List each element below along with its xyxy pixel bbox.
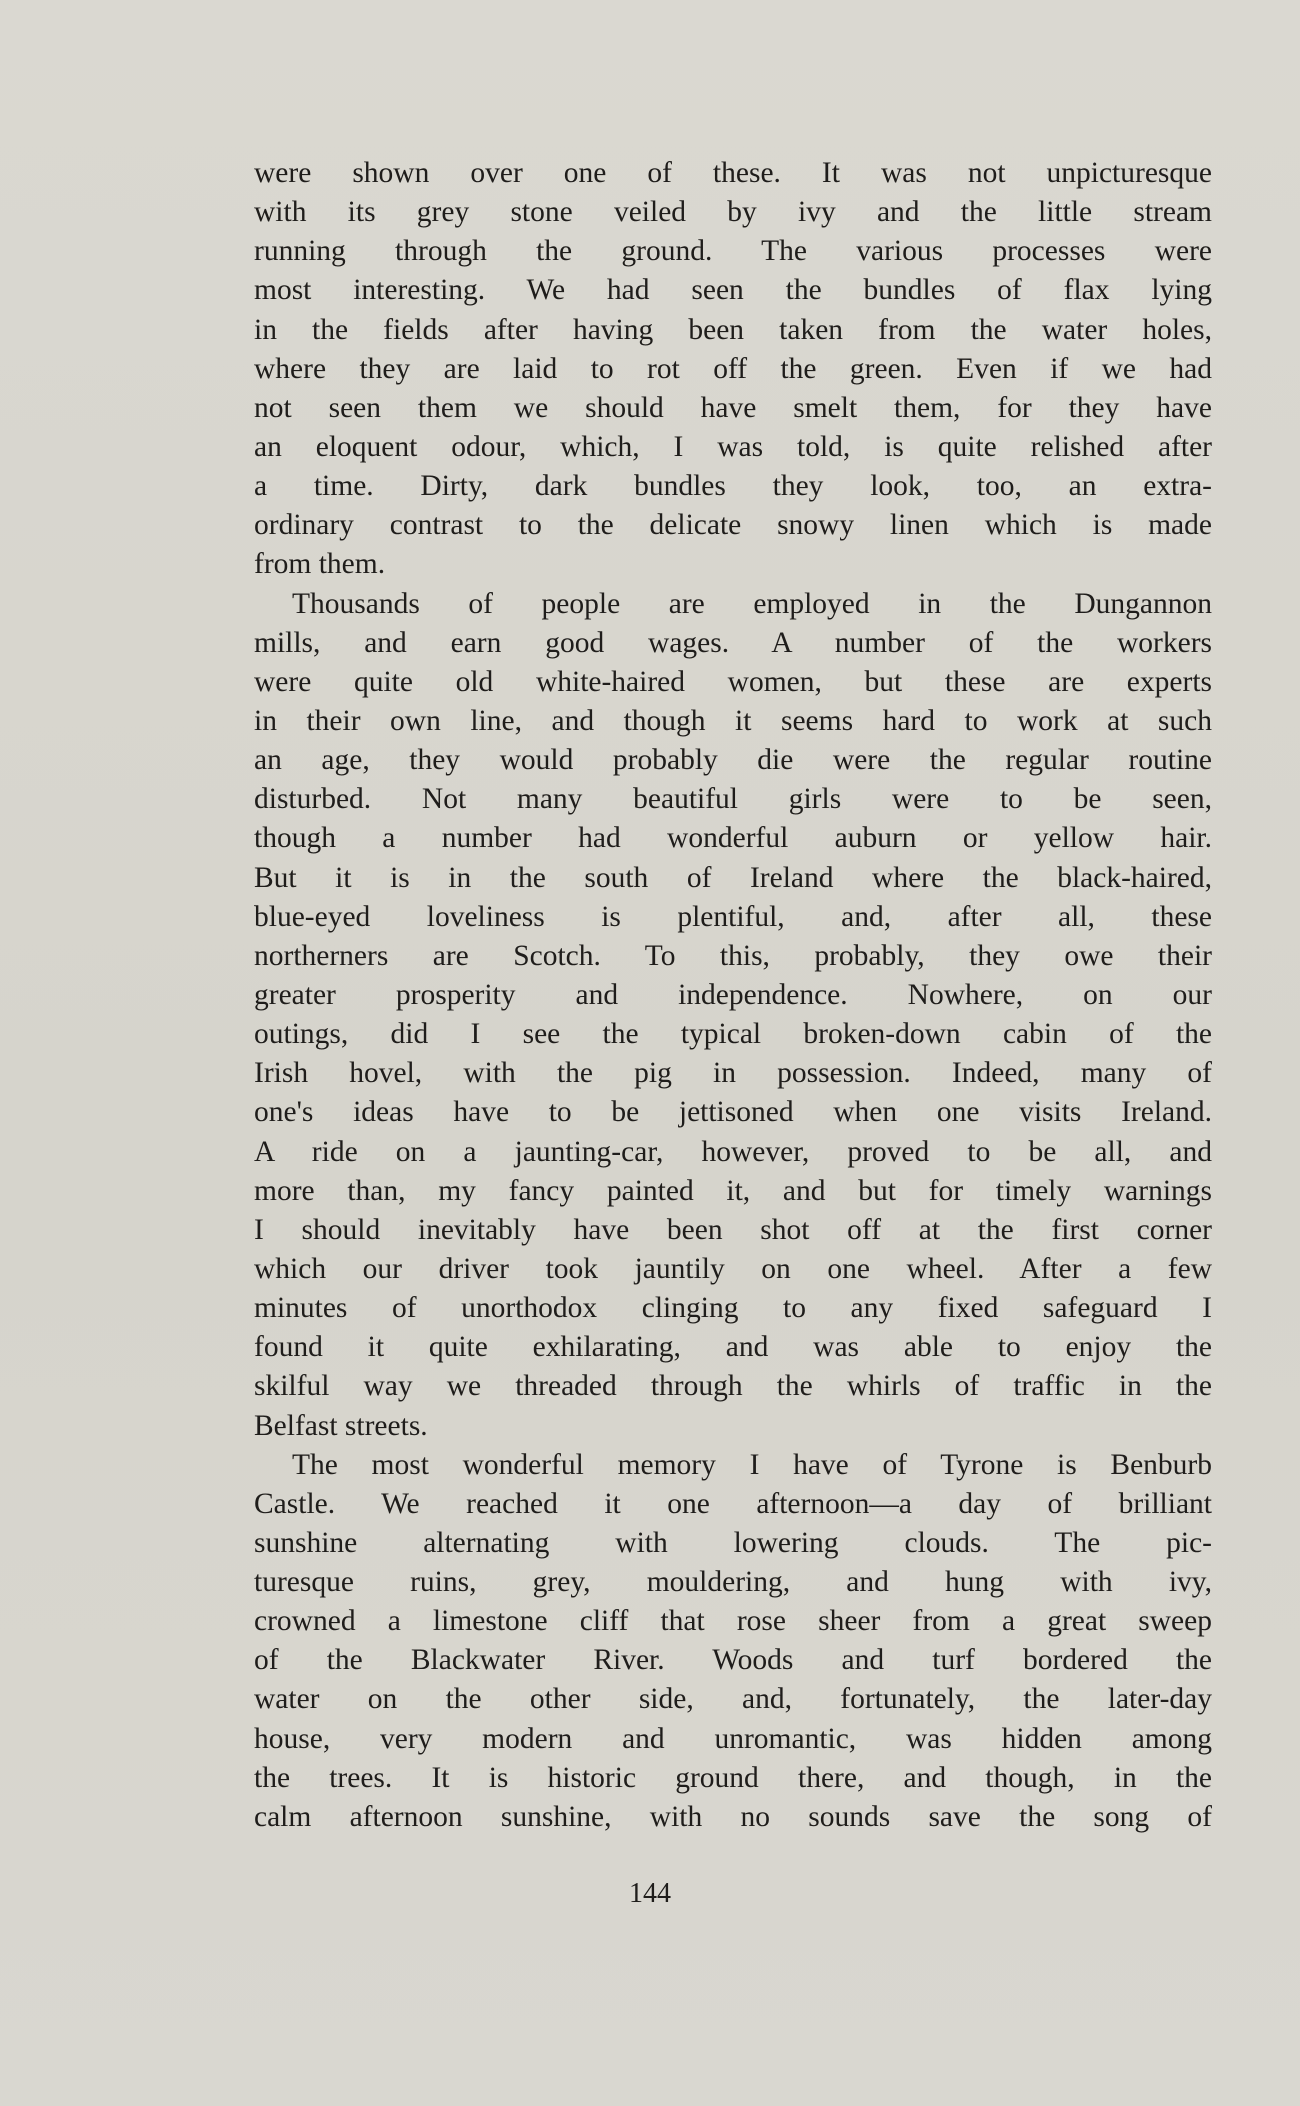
text-line: Thousands of people are employed in the Dungannon [292, 587, 1212, 620]
text-line: in the fields after having been taken from the water holes, [254, 313, 1212, 346]
text-line: calm afternoon sunshine, with no sounds save the song of [254, 1800, 1212, 1833]
text-line: house, very modern and unromantic, was hidden among [254, 1722, 1212, 1755]
text-line: Castle. We reached it one afternoon—a day of brilliant [254, 1487, 1212, 1520]
body-text [254, 154, 1212, 1837]
text-line: blue-eyed loveliness is plentiful, and, after all, these [254, 900, 1212, 933]
text-line: minutes of unorthodox clinging to any fixed safeguard I [254, 1292, 1212, 1325]
text-line: with its grey stone veiled by ivy and the little stream [254, 196, 1212, 229]
text-line: though a number had wonderful auburn or yellow hair. [254, 822, 1212, 855]
text-line: found it quite exhilarating, and was able to enjoy the [254, 1331, 1212, 1364]
text-line: a time. Dirty, dark bundles they look, too, an extra- [254, 470, 1212, 503]
text-line: in their own line, and though it seems hard to work at such [254, 704, 1212, 737]
text-line: The most wonderful memory I have of Tyrone is Benburb [292, 1448, 1212, 1481]
text-line: running through the ground. The various processes were [254, 235, 1212, 268]
text-line: mills, and earn good wages. A number of the workers [254, 626, 1212, 659]
text-line: not seen them we should have smelt them, for they have [254, 391, 1212, 424]
paragraph [254, 1446, 1212, 1837]
text-line: But it is in the south of Ireland where the black-haired, [254, 861, 1212, 894]
text-line: I should inevitably have been shot off at the first corner [254, 1213, 1212, 1246]
text-line: greater prosperity and independence. Nowhere, on our [254, 978, 1212, 1011]
text-line: turesque ruins, grey, mouldering, and hung with ivy, [254, 1566, 1212, 1599]
text-line: A ride on a jaunting-car, however, proved to be all, and [254, 1135, 1212, 1168]
paragraph [254, 154, 1212, 585]
text-line: one's ideas have to be jettisoned when one visits Ireland. [254, 1096, 1212, 1129]
text-line: crowned a limestone cliff that rose sheer from a great sweep [254, 1605, 1212, 1638]
text-line: were shown over one of these. It was not unpicturesque [254, 157, 1212, 189]
text-line: outings, did I see the typical broken-down cabin of the [254, 1018, 1212, 1051]
text-line: ordinary contrast to the delicate snowy linen which is made [254, 509, 1212, 542]
text-line: where they are laid to rot off the green. Even if we had [254, 352, 1212, 385]
text-line: of the Blackwater River. Woods and turf bordered the [254, 1644, 1212, 1677]
paragraph [254, 585, 1212, 1446]
text-line: an eloquent odour, which, I was told, is quite relished after [254, 430, 1212, 463]
text-line: Irish hovel, with the pig in possession. Indeed, many of [254, 1057, 1212, 1090]
text-line: northerners are Scotch. To this, probably, they owe their [254, 939, 1212, 972]
text-line: sunshine alternating with lowering clouds. The pic- [254, 1526, 1212, 1559]
text-line: the trees. It is historic ground there, and though, in the [254, 1761, 1212, 1794]
text-line: more than, my fancy painted it, and but for timely warnings [254, 1174, 1212, 1207]
text-line: disturbed. Not many beautiful girls were to be seen, [254, 783, 1212, 816]
text-line: water on the other side, and, fortunately, the later-day [254, 1683, 1212, 1716]
text-line: skilful way we threaded through the whirls of traffic in the [254, 1370, 1212, 1403]
text-line: from them. [254, 548, 386, 581]
text-line: an age, they would probably die were the regular routine [254, 744, 1212, 777]
text-line: most interesting. We had seen the bundles of flax lying [254, 274, 1212, 307]
text-line: were quite old white-haired women, but these are experts [254, 665, 1212, 698]
text-line: which our driver took jauntily on one wheel. After a few [254, 1252, 1212, 1285]
page-number: 144 [629, 1878, 671, 1909]
text-line: Belfast streets. [254, 1409, 428, 1442]
